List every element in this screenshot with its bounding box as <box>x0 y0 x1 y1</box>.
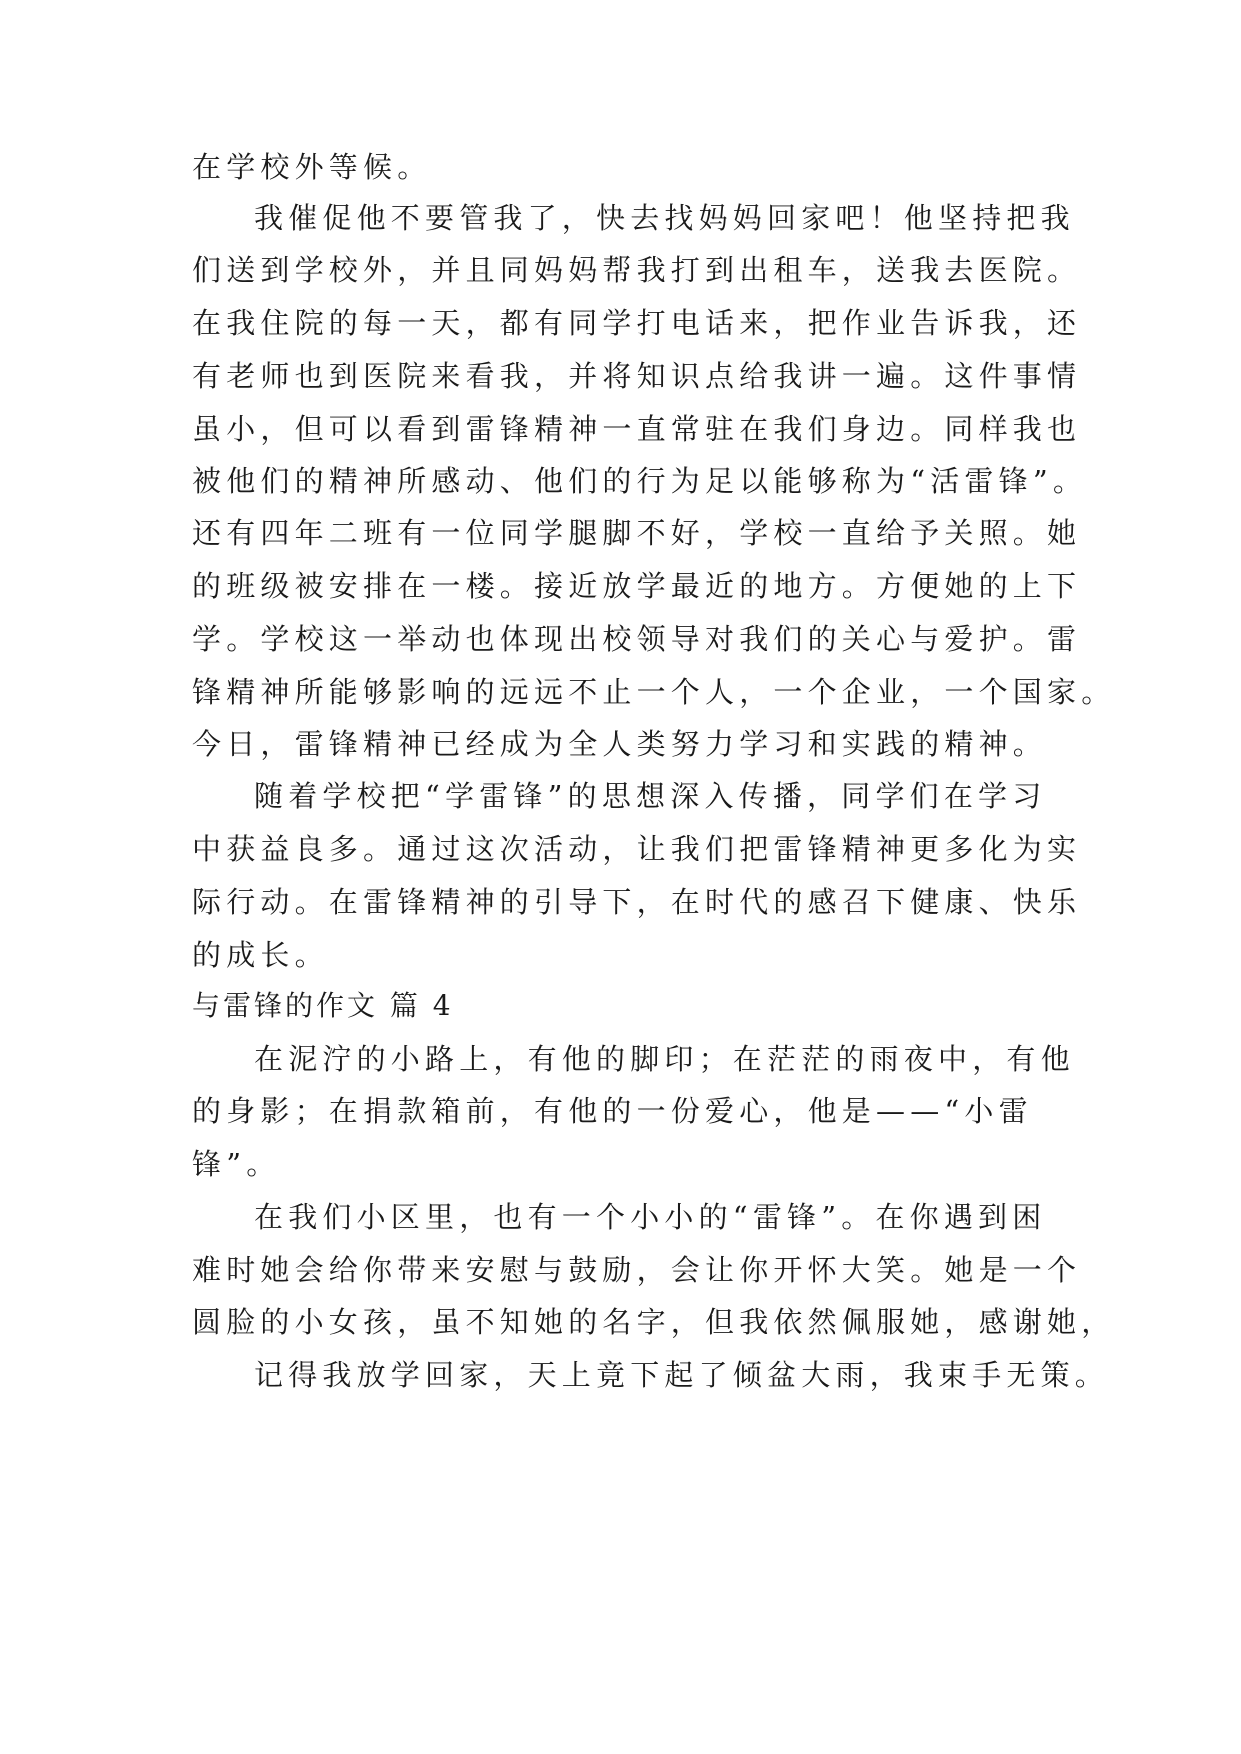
text-line: 的成长。 <box>192 938 329 972</box>
text-line: 在学校外等候。 <box>192 150 432 184</box>
text-line: 在我住院的每一天，都有同学打电话来，把作业告诉我，还 <box>192 306 1082 340</box>
text-line: 还有四年二班有一位同学腿脚不好，学校一直给予关照。她 <box>192 516 1082 550</box>
text-line: 际行动。在雷锋精神的引导下，在时代的感召下健康、快乐 <box>192 885 1082 919</box>
text-line: 在泥泞的小路上，有他的脚印；在茫茫的雨夜中，有他 <box>254 1042 1075 1076</box>
text-line: 有老师也到医院来看我，并将知识点给我讲一遍。这件事情 <box>192 359 1082 393</box>
text-line: 我催促他不要管我了，快去找妈妈回家吧！他坚持把我 <box>254 201 1075 235</box>
text-line: 难时她会给你带来安慰与鼓励，会让你开怀大笑。她是一个 <box>192 1253 1082 1287</box>
text-line: 在我们小区里，也有一个小小的“雷锋”。在你遇到困 <box>254 1200 1047 1234</box>
text-line: 随着学校把“学雷锋”的思想深入传播，同学们在学习 <box>254 779 1047 813</box>
text-line: 学。学校这一举动也体现出校领导对我们的关心与爱护。雷 <box>192 622 1082 656</box>
text-line: 被他们的精神所感动、他们的行为足以能够称为“活雷锋”。 <box>192 464 1088 498</box>
text-line: 虽小，但可以看到雷锋精神一直常驻在我们身边。同样我也 <box>192 412 1082 446</box>
text-line: 锋精神所能够影响的远远不止一个人，一个企业，一个国家。 <box>192 675 1116 709</box>
text-line: 中获益良多。通过这次活动，让我们把雷锋精神更多化为实 <box>192 832 1082 866</box>
text-line: 的班级被安排在一楼。接近放学最近的地方。方便她的上下 <box>192 569 1082 603</box>
text-line: 记得我放学回家，天上竟下起了倾盆大雨，我束手无策。 <box>254 1358 1110 1392</box>
text-line: 的身影；在捐款箱前，有他的一份爱心，他是——“小雷 <box>192 1094 1033 1128</box>
section-heading: 与雷锋的作文 篇 4 <box>192 989 454 1022</box>
text-line: 锋”。 <box>192 1147 281 1181</box>
text-line: 圆脸的小女孩，虽不知她的名字，但我依然佩服她，感谢她， <box>192 1305 1116 1339</box>
text-line: 们送到学校外，并且同妈妈帮我打到出租车，送我去医院。 <box>192 253 1082 287</box>
text-line: 今日，雷锋精神已经成为全人类努力学习和实践的精神。 <box>192 727 1048 761</box>
